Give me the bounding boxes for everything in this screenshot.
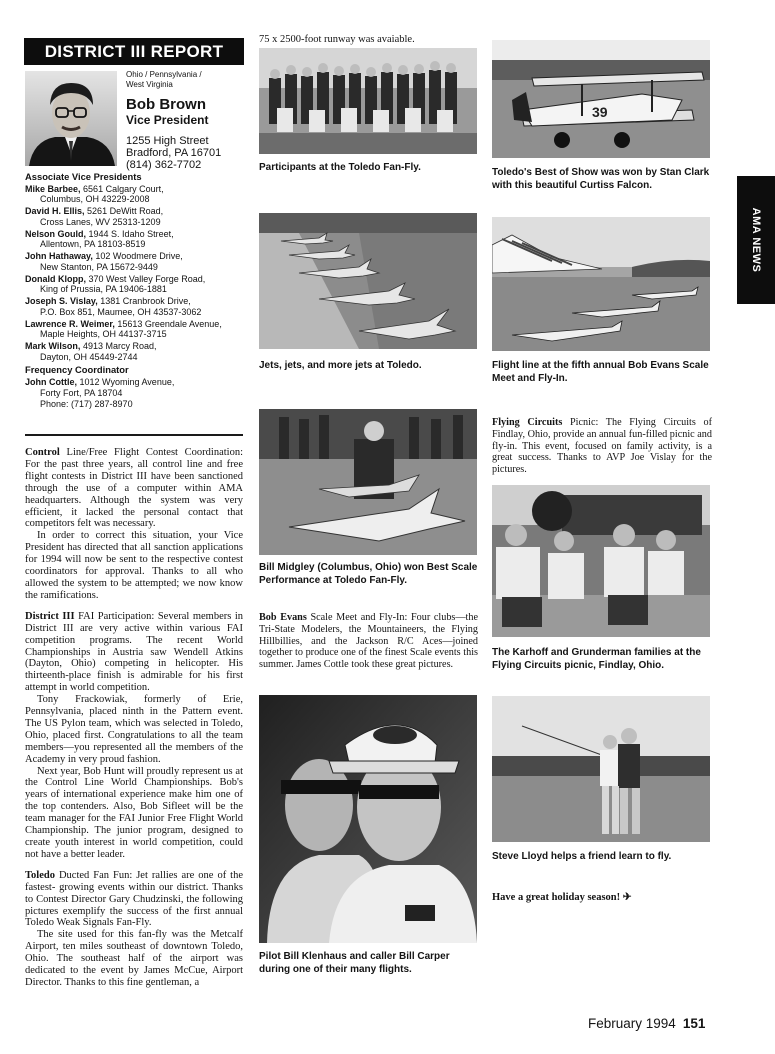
participants-photo [259, 48, 477, 154]
ama-news-label: AMA NEWS [750, 207, 762, 273]
frequency-entry: John Cottle, 1012 Wyoming Avenue, Forty Fort, PA 18704 Phone: (717) 287-8970 [25, 377, 175, 409]
avp-entry: Joseph S. Vislay, 1381 Cranbrook Drive, P.O. Box 851, Maumee, OH 43537-3062 [25, 296, 202, 317]
svg-text:39: 39 [592, 104, 608, 120]
midgley-photo [259, 409, 477, 555]
steve-lloyd-photo [492, 696, 710, 842]
paragraph: In order to correct this situation, your Vice President has directed that all sanction applications for 1994 will now be sent to the respective contest coordinators for approval. Thanks to all who allowed the system to be attempted; we now know the ramifications. [25, 530, 243, 601]
paragraph: The site used for this fan-fly was the Metcalf Airport, ten miles southeast of downtown Toledo, Ohio. The southeast half of the airport was dedicated to the event by James McCue, Airport Director. Thanks to this fine gentleman, a [25, 929, 243, 988]
vp-phone: (814) 362-7702 [126, 159, 202, 171]
avp-heading: Associate Vice Presidents [25, 171, 142, 182]
avp-entry: Donald Klopp, 370 West Valley Forge Road, King of Prussia, PA 19406-1881 [25, 273, 206, 295]
paragraph: Toledo Ducted Fan Fun: Jet rallies are one of the fastest- growing events within our district. Thanks to Contest Director Gary Chudzinski, the following pictures exemplify the success of the first annual Toledo Weak Signals Fan-Fly. [25, 869, 243, 929]
article-body [25, 447, 243, 989]
caption: Flight line at the fifth annual Bob Evans Scale Meet and Fly-In. [492, 360, 709, 384]
article-continuation: 75 x 2500-foot runway was avaiable. [259, 34, 415, 45]
vp-name: Bob Brown [126, 96, 206, 113]
caption: Steve Lloyd helps a friend learn to fly. [492, 851, 672, 862]
avp-entry: Nelson Gould, 1944 S. Idaho Street, Allentown, PA 18103-8519 [25, 228, 174, 250]
vp-address [126, 135, 221, 171]
caption: Toledo's Best of Show was won by Stan Clark with this beautiful Curtiss Falcon. [492, 167, 710, 191]
officers-list [25, 172, 245, 409]
paragraph: Control Line/Free Flight Contest Coordination: For the past three years, all control line and free flight contests in District III have been sanctioned through the use of a computer within AMA headquarters. Although the system was very efficient, it lacked the personal contact that competitors felt was necessary. [25, 447, 243, 530]
karhoff-photo [492, 485, 710, 637]
caption: Pilot Bill Klenhaus and caller Bill Carper during one of their many flights. [259, 951, 450, 975]
district-report-banner: DISTRICT III REPORT [24, 38, 244, 65]
avp-entry: John Hathaway, 102 Woodmere Drive, New Stanton, PA 15672-9449 [25, 251, 183, 272]
paragraph: Next year, Bob Hunt will proudly represent us at the Control Line World Championships. Bob's years of international experience make him one of the top contenders. Also, Bob Sifleet will be the team manager for the FAI Junior Free Flight World Championship. The junior program, designed to create youth interest in world competition, could not have a better leader. [25, 765, 243, 860]
caption: Bill Midgley (Columbus, Ohio) won Best Scale Performance at Toledo Fan-Fly. [259, 562, 478, 586]
avp-entry: David H. Ellis, 5261 DeWitt Road, Cross Lanes, WV 25313-1209 [25, 206, 164, 227]
caption: Jets, jets, and more jets at Toledo. [259, 360, 422, 371]
jets-photo [259, 213, 477, 349]
avp-entry: Lawrence R. Weimer, 15613 Greendale Avenue, Maple Heights, OH 44137-3715 [25, 318, 222, 340]
avp-entry: Mark Wilson, 4913 Marcy Road, Dayton, OH 45449-2744 [25, 341, 157, 362]
caption: Participants at the Toledo Fan-Fly. [259, 162, 421, 173]
klenhaus-photo [259, 695, 477, 943]
paragraph: Tony Frackowiak, formerly of Erie, Pennsylvania, placed ninth in the Pattern event. The US Pylon team, which was selected in Toledo, Ohio, placed first. Congratulations to all the team members—you represented all the members of the Academy in very proud fashion. [25, 694, 243, 765]
holiday-greeting: Have a great holiday season! ✈ [492, 892, 632, 903]
curtiss-falcon-photo [492, 40, 710, 158]
states-line: Ohio / Pennsylvania / [126, 70, 202, 79]
flying-circuits-paragraph: Flying Circuits Picnic: The Flying Circuits of Findlay, Ohio, provide an annual fun-filled picnic and fly-in. This event, focused on family activity, is a great success. Thanks to AVP Joe Vislay for the pictures. [492, 417, 712, 476]
states-line: West Virginia [126, 80, 173, 89]
airplane-icon: ✈ [622, 892, 632, 903]
paragraph: District III FAI Participation: Several members in District III are very active within various FAI competition programs. The recent World Championships in Austria saw Wendell Atkins (Dayton, Ohio) competing in helicopter. His thirteenth-place finish is admirable for his first attempt in world competition. [25, 610, 244, 694]
vp-street: 1255 High Street [126, 135, 209, 147]
bob-evans-paragraph: Bob Evans Scale Meet and Fly-In: Four clubs—the Tri-State Modelers, the Mountaineers, the Flying Hillbillies, and the Jackson R/C Aces—joined together to produce one of the finest Scale events this summer. James Cottle took these great pictures. [259, 612, 479, 671]
frequency-heading: Frequency Coordinator [25, 364, 129, 376]
section-divider [25, 434, 243, 436]
issue-date: February 1994 [588, 1016, 676, 1031]
avp-entry: Mike Barbee, 6561 Calgary Court, Columbus, OH 43229-2008 [25, 183, 164, 205]
vp-title: Vice President [126, 113, 209, 127]
vp-city: Bradford, PA 16701 [126, 147, 222, 159]
district-states [126, 70, 246, 90]
vice-president-photo [25, 71, 117, 166]
ama-news-tab [737, 176, 775, 304]
page-footer [588, 1016, 705, 1031]
page-number: 151 [682, 1016, 706, 1031]
caption: The Karhoff and Grunderman families at the Flying Circuits picnic, Findlay, Ohio. [492, 647, 701, 671]
flight-line-photo [492, 217, 710, 351]
